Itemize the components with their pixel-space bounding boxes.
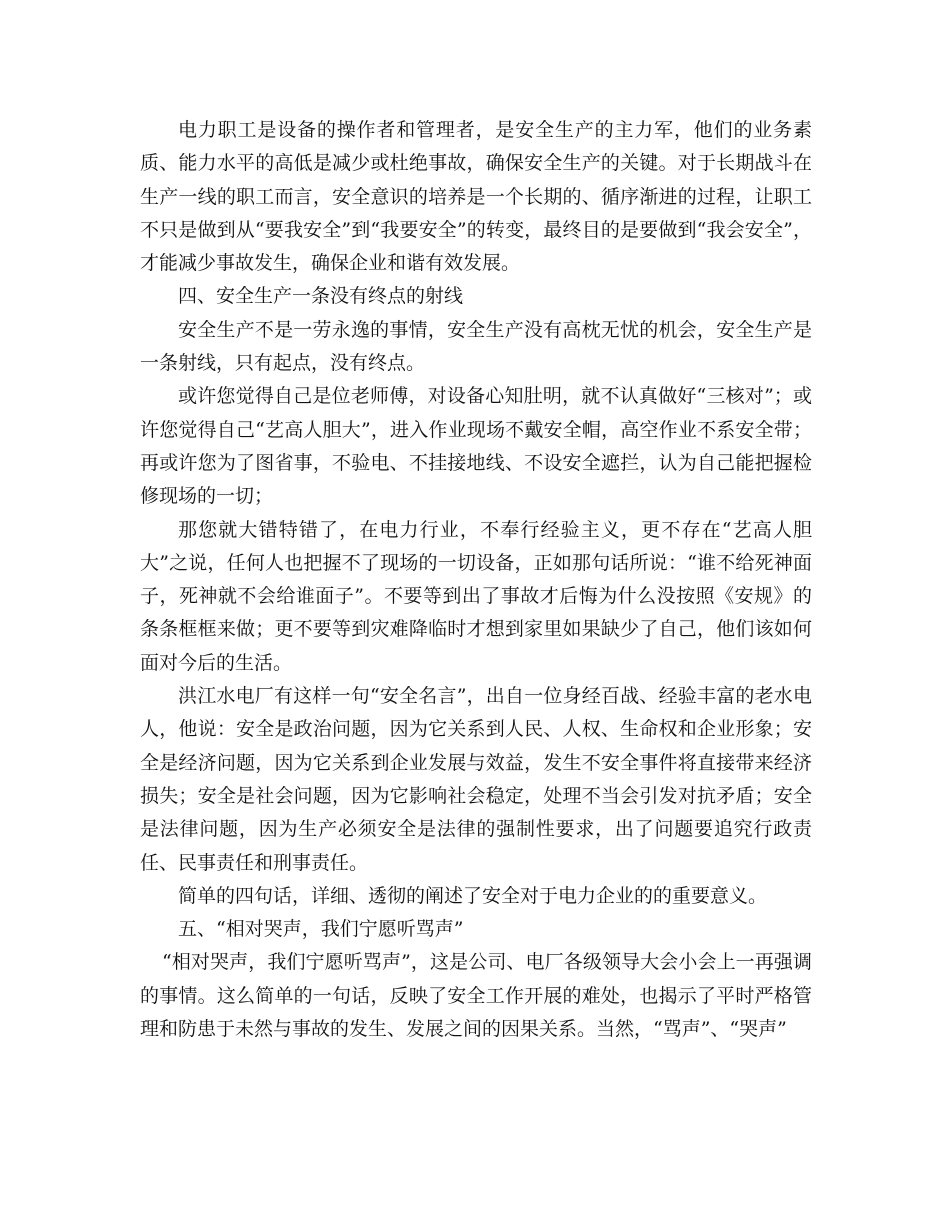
paragraph-safety-motto: 洪江水电厂有这样一句“安全名言”，出自一位身经百战、经验丰富的老水电人，他说：安全是政治问题，因为它关系到人民、人权、生命权和企业形象；安全是经济问题，因为它关系到企业发展与效益，发生不安全事件将直接带来经济损失；安全是社会问题，因为它影响社会稳定，处理不当会引发对抗矛盾；安全是法律问题，因为生产必须安全是法律的强制性要求，出了问题要追究行政责任、民事责任和刑事责任。 [140, 685, 812, 874]
section-heading-4: 四、安全生产一条没有终点的射线 [178, 285, 464, 308]
paragraph-safety-ray: 安全生产不是一劳永逸的事情，安全生产没有高枕无忧的机会，安全生产是一条射线，只有起点，没有终点。 [140, 318, 812, 375]
paragraph-perhaps: 或许您觉得自己是位老师傅，对设备心知肚明，就不认真做好“三核对”；或许您觉得自己“艺高人胆大”，进入作业现场不戴安全帽，高空作业不系安全带；再或许您为了图省事，不验电、不挂接地线、不设安全遮拦，认为自己能把握检修现场的一切； [140, 385, 812, 508]
document-body [140, 114, 812, 1046]
section-heading-5: 五、“相对哭声，我们宁愿听骂声” [178, 918, 464, 941]
paragraph-crying-vs-scolding: “相对哭声，我们宁愿听骂声”，这是公司、电厂各级领导大会小会上一再强调的事情。这么简单的一句话，反映了安全工作开展的难处，也揭示了平时严格管理和防患于未然与事故的发生、发展之间的因果关系。当然，“骂声”、“哭声” [140, 951, 812, 1041]
paragraph-four-sentences: 简单的四句话，详细、透彻的阐述了安全对于电力企业的的重要意义。 [178, 884, 768, 907]
paragraph-staff-role: 电力职工是设备的操作者和管理者，是安全生产的主力军，他们的业务素质、能力水平的高低是减少或杜绝事故，确保安全生产的关键。对于长期战斗在生产一线的职工而言，安全意识的培养是一个长期的、循序渐进的过程，让职工不只是做到从“要我安全”到“我要安全”的转变，最终目的是要做到“我会安全”，才能减少事故发生，确保企业和谐有效发展。 [140, 119, 812, 275]
paragraph-big-mistake: 那您就大错特错了，在电力行业，不奉行经验主义，更不存在“艺高人胆大”之说，任何人也把握不了现场的一切设备，正如那句话所说：“谁不给死神面子，死神就不会给谁面子”。不要等到出了事故才后悔为什么没按照《安规》的条条框框来做；更不要等到灾难降临时才想到家里如果缺少了自己，他们该如何面对今后的生活。 [140, 518, 812, 674]
